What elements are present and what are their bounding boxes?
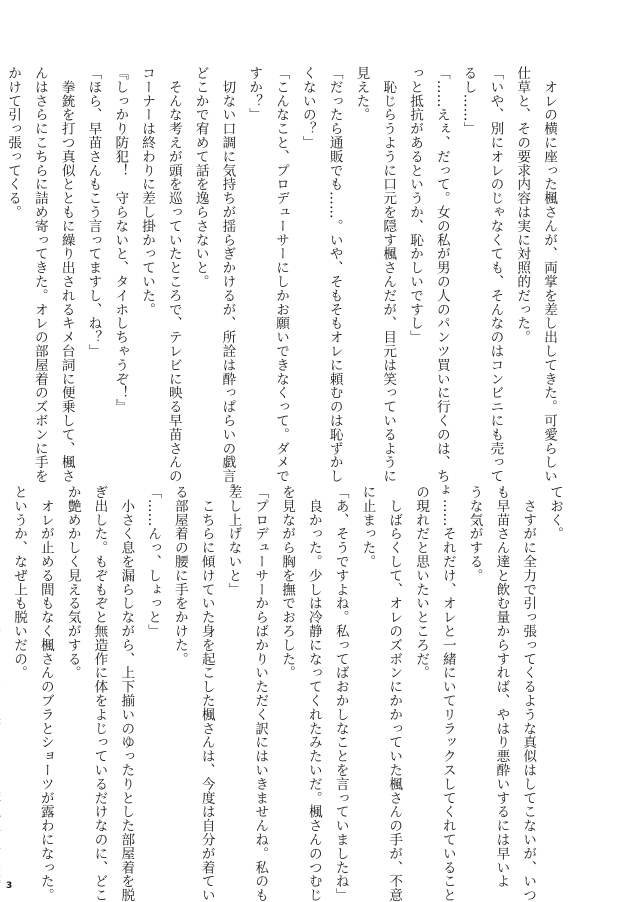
bottom-block-line: 「プロデューサーからばかりいただく訳にはいきませんね。私のも [252,485,269,902]
bottom-block-line: 良かった。少しは冷静になってくれたみたいだ。楓さんのつむじ [305,485,322,902]
top-block-line: 恥じらうように口元を隠す楓さんだが、目元は笑っているように [380,66,397,483]
bottom-block-line: 「……んっ、しょっと」 [145,485,162,638]
text-block-top [5,66,562,497]
top-block-line: 「ほら、早苗さんもこう言ってますし、ね？」 [85,66,102,358]
top-block-line: 仕草と、その要求内容は実に対照的だった。 [514,66,531,344]
bottom-block-line: る部屋着の腰に手をかけた。 [171,485,188,666]
top-block-line: 「だったら通販でも……。いや、そもそもオレに頼むのは恥ずかし [326,66,343,483]
bottom-block-line: を見ながら胸を撫でおろした。 [279,485,296,680]
page-number: 3 [6,881,13,891]
bottom-block-line: の現れだと思いたいところだ。 [413,485,430,680]
top-block-line: るし……」 [460,66,477,136]
bottom-block-line: ……それだけ、オレと一緒にいてリラックスしてくれていること [439,485,456,902]
top-block-line: 「いや、別にオレのじゃなくても、そんなのはコンビニにも売って [487,66,504,483]
text-block-bottom [11,485,568,902]
bottom-block-line: こちらに傾けていた身を起こした楓さんは、今度は自分が着てい [198,485,215,902]
top-block-line: 『しっかり防犯！ 守らないと、タイホしちゃうぞ！』 [112,66,129,414]
top-block-line: くないの？」 [299,66,316,150]
bottom-block-line: か艶めかしく見える気がする。 [64,485,81,680]
bottom-block-line: しばらくして、オレのズボンにかかっていた楓さんの手が、不意 [386,485,403,902]
top-block-line: すか？」 [246,66,263,122]
bottom-block-line [0,485,5,820]
bottom-block-line: オレが止める間もなく楓さんのブラとショーツが露わになった。 [37,485,54,902]
bottom-block-line: 差し上げないと」 [225,485,242,597]
top-block-line: かけて引っ張ってくる。 [5,66,22,219]
top-block-line: 「こんなこと、プロデューサーにしかお願いできなくって。ダメで [273,66,290,483]
top-block-line: んはさらにこちらに詰め寄ってきた。オレの部屋着のズボンに手を [31,66,48,483]
bottom-block-line: ておく。 [547,485,563,541]
top-block-line: っと抵抗があるというか、恥かしいですし」 [407,66,424,344]
bottom-block-line: 「あ、そうですよね。私ってばおかしなことを言っていましたね」 [332,485,349,902]
top-block-line: 「……えぇ、だって。女の私が男の人のパンツ買いに行くのは、ちょ [433,66,450,497]
bottom-block-line: というか、なぜ上も脱いだの。 [11,485,28,680]
bottom-block-line: 小さく息を漏らしながら、上下揃いのゆったりとした部屋着を脱 [118,485,135,902]
top-block-line: コーナーは終わりに差し掛かっていた。 [139,66,156,317]
bottom-block-line: に止まった。 [359,485,376,569]
bottom-block-line: も早苗さん達と飲む量からすれば、やはり悪酔いするには早いよ [493,485,510,889]
top-block-line: 拳銃を打つ真似とともに繰り出されるキメ台詞に便乗して、楓さ [58,66,75,483]
bottom-block-line: うな気がする。 [466,485,483,583]
top-block-line: そんな考えが頭を巡っていたところで、テレビに映る早苗さんの [165,66,182,483]
bottom-block-line: ぎ出した。もぞもぞと無造作に体をよじっているだけなのに、どこ [91,485,108,902]
top-block-line: 見えた。 [353,66,370,122]
top-block-line: オレの横に座った楓さんが、両掌を差し出してきた。可愛らしい [541,66,557,483]
bottom-block-line: さすがに全力で引っ張ってくるような真似はしてこないが、いつ [520,485,537,902]
top-block-line: どこかで宥めて話を逸らさないと。 [192,66,209,289]
top-block-line: 切ない口調に気持ちが揺らぎかけるが、所詮は酔っぱらいの戯言。 [219,66,236,497]
